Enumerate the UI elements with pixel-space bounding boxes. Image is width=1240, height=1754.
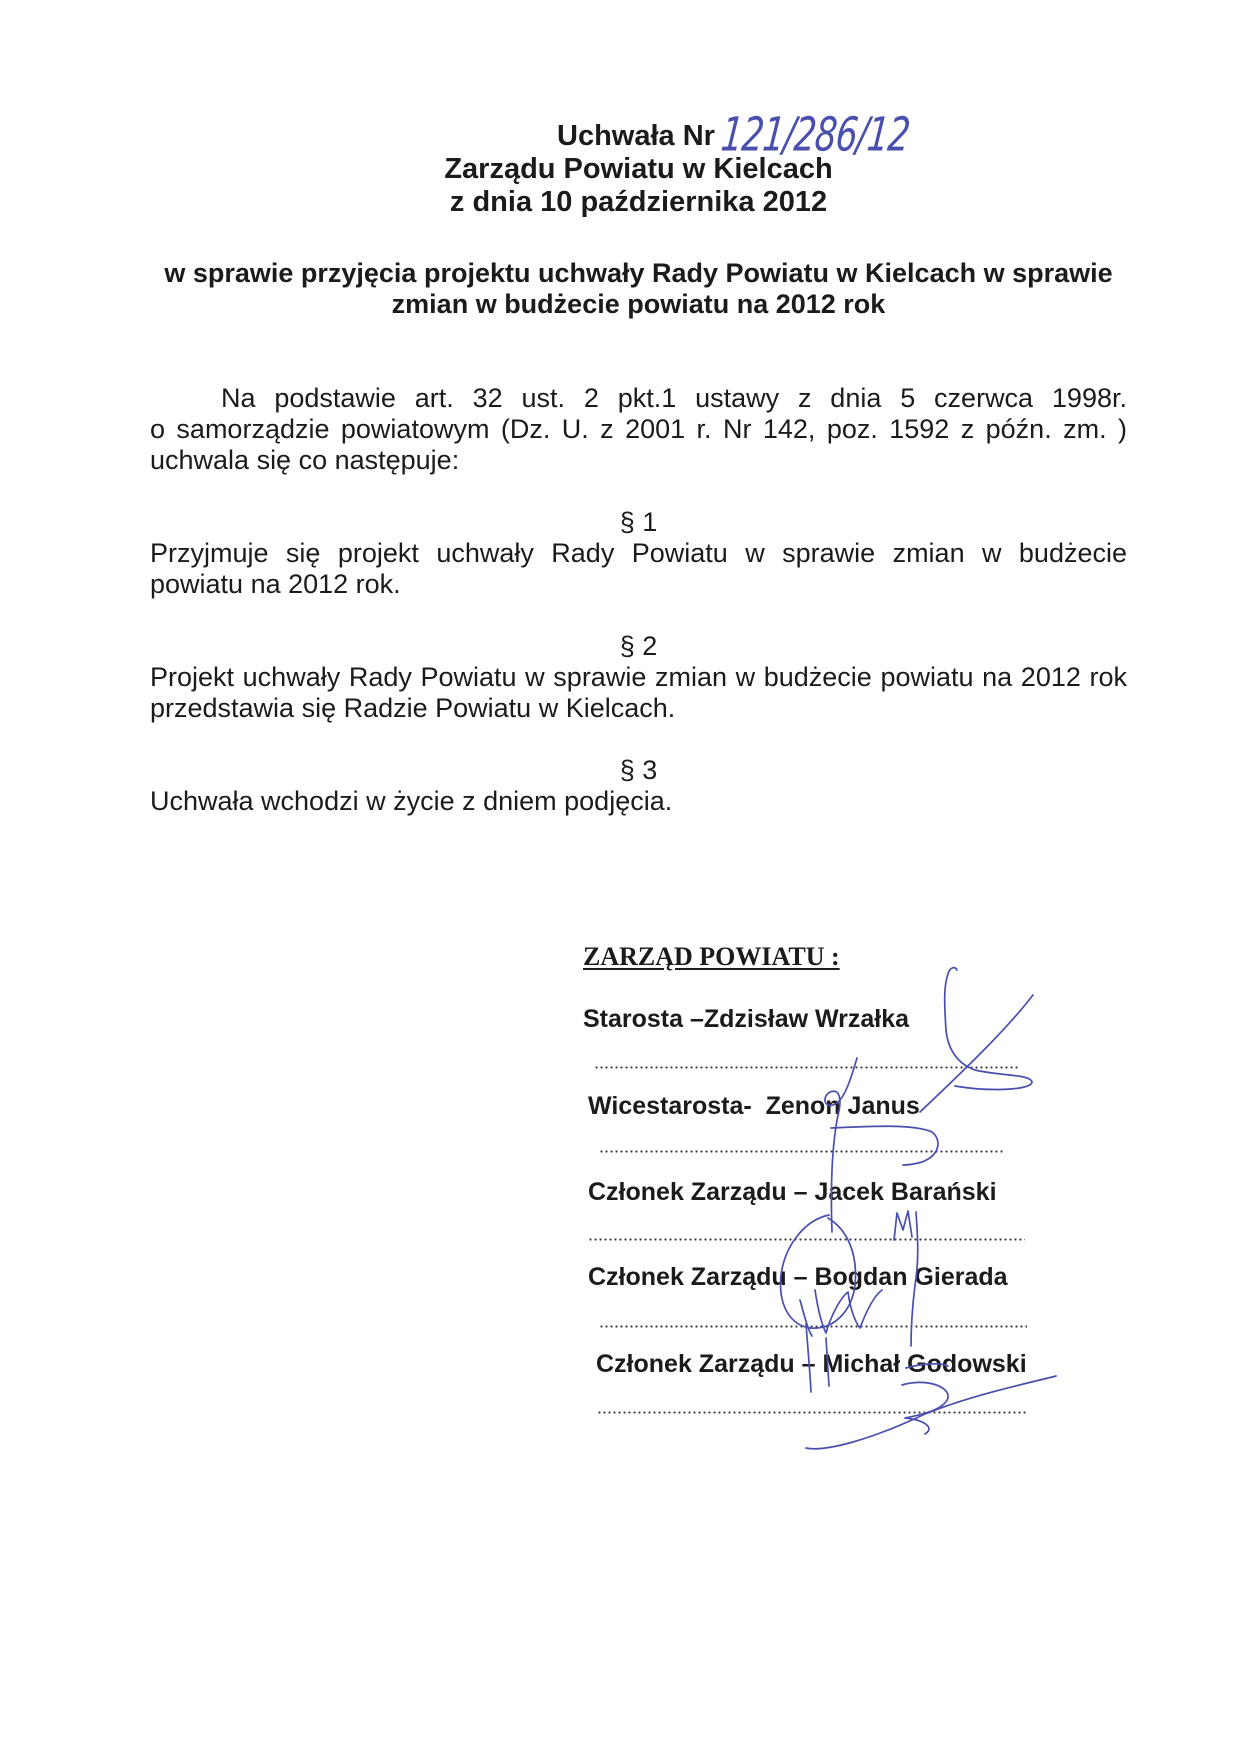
section-line: Projekt uchwały Rady Powiatu w sprawie zmian w budżecie powiatu na 2012 rok [150,662,1127,692]
preamble [150,383,1127,476]
member-board-3: Członek Zarządu – Michał Godowski [596,1350,1027,1378]
signature-starosta [920,968,1033,1112]
member-starosta: Starosta –Zdzisław Wrzałka [583,1005,910,1033]
section-line: powiatu na 2012 rok. [150,569,401,599]
date-line: z dnia 10 października 2012 [449,186,828,218]
section-mark: § 1 [619,507,658,537]
section-line: Uchwała wchodzi w życie z dniem podjęcia. [150,786,673,816]
section-line: przedstawia się Radzie Powiatu w Kielcach. [150,693,676,723]
member-board-1: Członek Zarządu – Jacek Barański [588,1178,997,1206]
member-board-2: Członek Zarządu – Bogdan Gierada [588,1263,1008,1291]
board-heading: ZARZĄD POWIATU : [583,942,840,971]
signature-dotted-line [597,1411,1027,1414]
section-line: Przyjmuje się projekt uchwały Rady Powiatu w sprawie zmian w budżecie [150,538,1127,568]
signature-stroke [800,1290,882,1336]
preamble-line: o samorządzie powiatowym (Dz. U. z 2001 r. Nr 142, poz. 1592 z późn. zm. ) [150,414,1127,444]
resolution-label: Uchwała Nr [557,120,715,152]
section-3 [150,755,1127,817]
section-mark: § 3 [619,755,658,785]
signature-stroke [894,1211,912,1240]
issuer-line: Zarządu Powiatu w Kielcach [444,153,833,185]
signature-stroke [831,1126,938,1165]
resolution-header [150,153,1127,219]
subject-line: zmian w budżecie powiatu na 2012 rok [391,289,886,319]
section-2 [150,631,1127,724]
signature-stroke [920,995,1033,1112]
signature-dotted-line [599,1325,1027,1328]
preamble-line: uchwala się co następuje: [150,445,460,475]
section-mark: § 2 [619,631,658,661]
resolution-body [150,383,1127,817]
handwritten-resolution-number: 121/286/12 [718,108,912,162]
resolution-subject [150,258,1127,320]
signature-dotted-line [588,1238,1025,1241]
preamble-line: Na podstawie art. 32 ust. 2 pkt.1 ustawy z dnia 5 czerwca 1998r. [221,383,1127,413]
signature-stroke [945,968,1032,1090]
section-1 [150,507,1127,600]
subject-line: w sprawie przyjęcia projektu uchwały Rady Powiatu w Kielcach w sprawie [164,258,1113,288]
signature-dotted-line [594,1066,1019,1069]
signature-dotted-line [599,1150,1005,1153]
member-wicestarosta: Wicestarosta- Zenon Janus [588,1092,920,1120]
